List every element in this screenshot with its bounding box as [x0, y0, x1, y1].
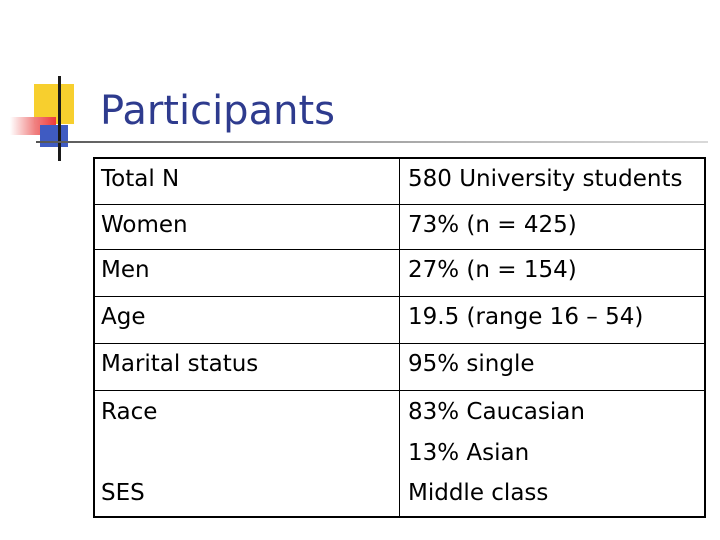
row-label-cell	[95, 391, 400, 516]
race-value-asian: 13% Asian	[408, 440, 530, 466]
table-row-age	[95, 296, 704, 343]
table-row-women	[95, 204, 704, 249]
row-value: 95% single	[408, 351, 535, 377]
title-underline	[36, 141, 708, 143]
row-label: Men	[95, 250, 400, 296]
table-row-race-ses	[95, 390, 704, 516]
table-row-marital-status	[95, 343, 704, 390]
row-value-cell	[400, 391, 704, 516]
ses-value: Middle class	[408, 480, 549, 506]
slide-title: Participants	[100, 88, 335, 134]
accent-vertical-line	[58, 76, 61, 161]
participants-table	[93, 157, 706, 518]
row-label: Age	[95, 297, 400, 343]
table-row-men	[95, 249, 704, 296]
row-value: 27% (n = 154)	[408, 257, 577, 283]
row-label: Total N	[95, 159, 400, 204]
table-row-total-n	[95, 159, 704, 204]
row-value: 73% (n = 425)	[408, 212, 577, 238]
race-label: Race	[101, 399, 158, 425]
accent-blue-square	[40, 125, 68, 147]
row-value: 580 University students	[408, 166, 683, 192]
row-label: Women	[95, 205, 400, 249]
row-value: 19.5 (range 16 – 54)	[408, 304, 644, 330]
ses-label: SES	[101, 480, 145, 506]
row-label: Marital status	[95, 344, 400, 390]
race-value-caucasian: 83% Caucasian	[408, 399, 585, 425]
